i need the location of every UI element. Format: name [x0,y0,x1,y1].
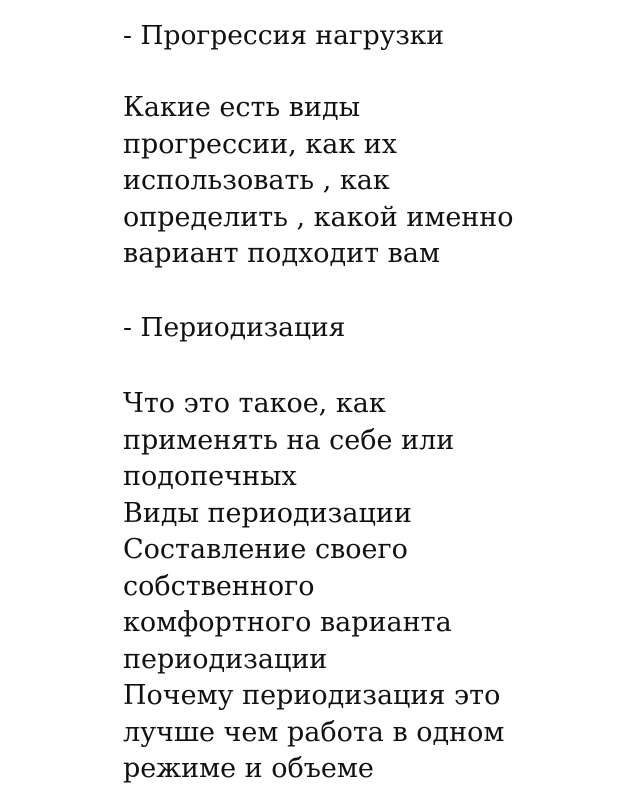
text-line: прогрессии, как их [123,128,397,160]
heading-text: - Периодизация [123,312,346,343]
text-line: подопечных [123,461,297,492]
text-line: Почему периодизация это [123,680,501,711]
text-line: определить , какой именно [123,201,514,233]
section-description-load-progression [123,90,623,273]
heading-text: - Прогрессия нагрузки [123,20,445,51]
text-line: Какие есть виды [123,92,361,123]
text-line: собственного [123,570,315,602]
text-line: Что это такое, как [123,388,386,419]
section-heading-periodization [123,310,623,347]
text-line: применять на себе или [123,424,455,456]
text-line: использовать , как [123,165,390,196]
section-description-periodization [123,386,623,788]
text-line: комфортного варианта [123,607,452,638]
text-line: периодизации [123,643,328,675]
section-heading-load-progression [123,18,623,55]
text-line: Виды периодизации [123,497,412,529]
text-line: лучше чем работа в одном [123,716,505,748]
text-line: режиме и объеме [123,753,374,784]
text-line: Составление своего [123,534,408,565]
text-line: вариант подходит вам [123,238,440,269]
